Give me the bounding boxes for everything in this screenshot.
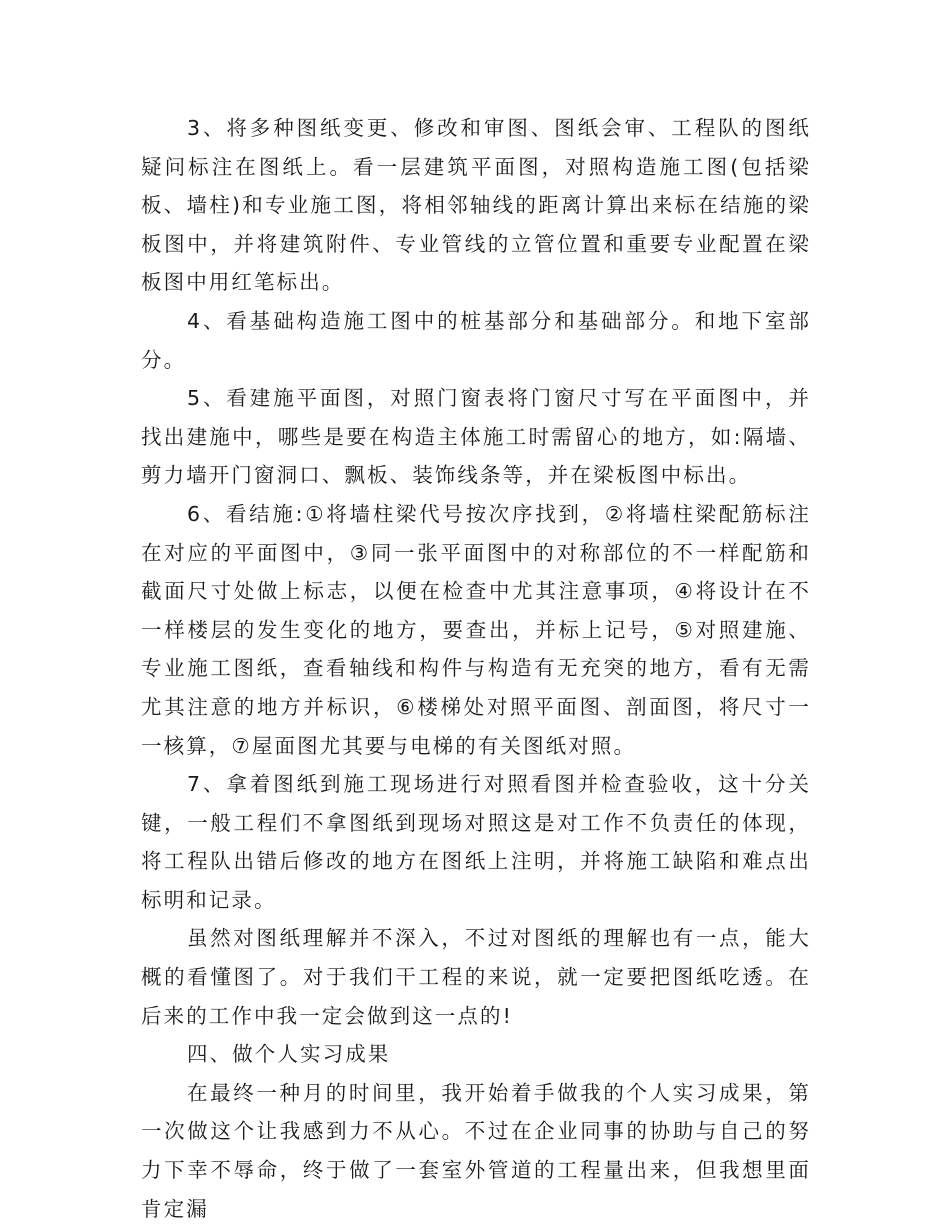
paragraph-step-6: 6、看结施:①将墙柱梁代号按次序找到，②将墙柱梁配筋标注在对应的平面图中，③同一张平面图中的对称部位的不一样配筋和截面尺寸处做上标志，以便在检查中尤其注意事项，④将设计在不一样楼层的发生变化的地方，要查出，并标上记号，⑤对照建施、专业施工图纸，查看轴线和构件与构造有无充突的地方，看有无需尤其注意的地方并标识，⑥楼梯处对照平面图、剖面图，将尺寸一一核算，⑦屋面图尤其要与电梯的有关图纸对照。	[141, 501, 811, 758]
paragraph-summary: 虽然对图纸理解并不深入，不过对图纸的理解也有一点，能大概的看懂图了。对于我们干工程的来说，就一定要把图纸吃透。在后来的工作中我一定会做到这一点的!	[141, 926, 811, 1028]
document-body	[141, 109, 811, 1228]
paragraph-step-7: 7、拿着图纸到施工现场进行对照看图并检查验收，这十分关键，一般工程们不拿图纸到现场对照这是对工作不负责任的体现，将工程队出错后修改的地方在图纸上注明，并将施工缺陷和难点出标明和记录。	[141, 772, 811, 912]
paragraph-step-5: 5、看建施平面图，对照门窗表将门窗尺寸写在平面图中，并找出建施中，哪些是要在构造主体施工时需留心的地方，如:隔墙、剪力墙开门窗洞口、飘板、装饰线条等，并在梁板图中标出。	[141, 386, 811, 488]
paragraph-personal-results: 在最终一种月的时间里，我开始着手做我的个人实习成果，第一次做这个让我感到力不从心。不过在企业同事的协助与自己的努力下幸不辱命，终于做了一套室外管道的工程量出来，但我想里面肯定漏	[141, 1080, 811, 1221]
paragraph-step-3: 3、将多种图纸变更、修改和审图、图纸会审、工程队的图纸疑问标注在图纸上。看一层建筑平面图，对照构造施工图(包括梁板、墙柱)和专业施工图，将相邻轴线的距离计算出来标在结施的梁板图中，并将建筑附件、专业管线的立管位置和重要专业配置在梁板图中用红笔标出。	[141, 116, 811, 295]
section-heading: 四、做个人实习成果	[187, 1042, 391, 1067]
paragraph-step-4: 4、看基础构造施工图中的桩基部分和基础部分。和地下室部分。	[141, 308, 811, 372]
